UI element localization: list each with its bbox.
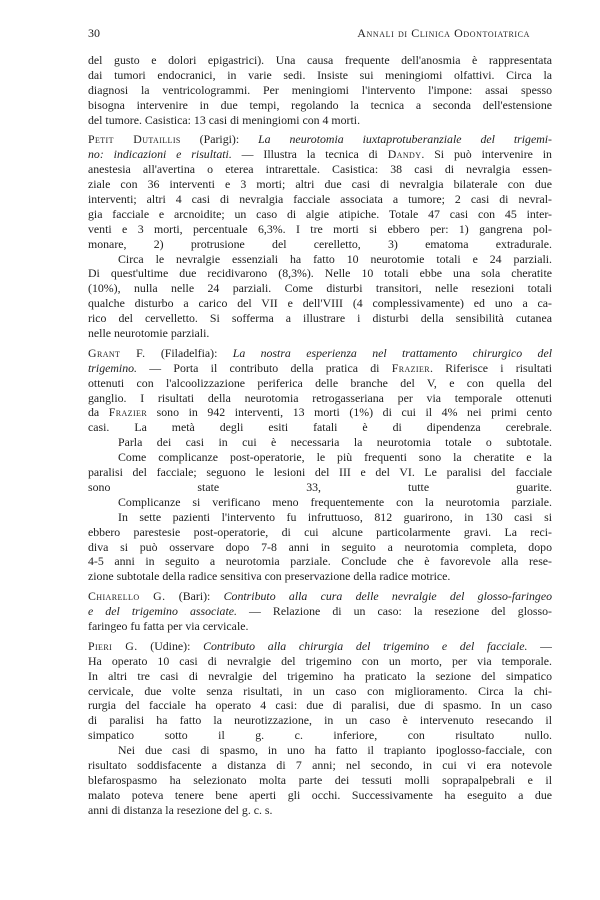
text-run: Di quest'ultime due recidivarono (8,3%). Nelle 10 totali ebbe una sola cheratite — [88, 266, 552, 281]
text-run: (Filadelfia): — [145, 345, 233, 360]
text-line — [88, 420, 552, 435]
article-title: Contributo alla chirurgia del trigemino e del facciale. — [203, 638, 528, 653]
page-number: 30 — [88, 26, 100, 40]
text-run: Nei due casi di spasmo, in uno ha fatto il trapianto ipoglosso-facciale, con — [118, 743, 552, 758]
text-run: cervicale, due volte senza risultati, in un caso con miglioramento. Circa la chi- — [88, 683, 552, 698]
text-line — [88, 554, 552, 569]
text-line — [88, 53, 552, 68]
text-line — [88, 803, 552, 818]
text-line — [88, 669, 552, 684]
text-run: Ha operato 10 casi di nevralgie del trigemino con un morto, per via temporale. — [88, 653, 552, 668]
text-run: anni di distanza la resezione del g. c. s. — [88, 802, 273, 817]
text-line — [88, 83, 552, 98]
text-line — [88, 713, 552, 728]
text-run: (Udine): — [137, 638, 204, 653]
article-title: Contributo alla cura delle nevralgie del glosso-faringeo — [223, 589, 552, 604]
text-run: diva si può osservare dopo 7-8 anni in seguito a neurotomia completa, dopo — [88, 539, 552, 554]
text-run: . Riferisce i risultati — [430, 360, 552, 375]
text-line — [88, 569, 552, 584]
text-line — [88, 654, 552, 669]
text-line — [88, 207, 552, 222]
text-run: risultato soddisfacente a distanza di 7 anni; nel secondo, in cui vi era notevole — [88, 757, 552, 772]
text-run: interventi; altri 4 casi di nevralgia facciale associata a tumore; 2 casi di nevral- — [88, 192, 552, 207]
text-run: — Illustra la tecnica di — [231, 147, 388, 162]
text-line — [88, 773, 552, 788]
author-name: Petit Dutaillis — [88, 132, 181, 147]
text-line — [88, 758, 552, 773]
text-line — [88, 684, 552, 699]
text-line — [88, 296, 552, 311]
text-line — [88, 639, 552, 654]
text-run: dai tumori endocranici, in varie sedi. Insiste sui meningiomi olfattivi. Circa la — [88, 67, 552, 82]
text-run: da — [88, 405, 109, 420]
text-run: Come complicanze post-operatorie, le più frequenti sono la cheratite e la — [118, 450, 552, 465]
text-run: casi. La metà degli esiti fatali è di dipendenza cerebrale. — [88, 420, 552, 435]
text-line — [88, 252, 552, 267]
text-run: In sette pazienti l'intervento fu infruttuoso, 812 guarirono, in 130 casi si — [118, 509, 552, 524]
author-name: Frazier — [391, 360, 430, 375]
text-run: 4-5 anni in seguito a neurotomia parziale. Conclude che è favorevole alla rese- — [88, 554, 552, 569]
text-run: qualche disturbo a carico del VII e dell'VIII (4 complessivamente) ed uno a ca- — [88, 296, 552, 311]
text-run: faringeo fu fatta per via cervicale. — [88, 618, 249, 633]
text-line — [88, 192, 552, 207]
text-run: (Bari): — [165, 589, 224, 604]
text-line — [88, 589, 552, 604]
text-run: ottenuti con l'alcoolizzazione periferica delle branche del V, e con quella del — [88, 375, 552, 390]
article-body — [88, 53, 552, 818]
text-line — [88, 147, 552, 162]
text-run: — Relazione di un caso: la resezione del glosso- — [236, 604, 552, 619]
text-run: simpatico sotto il g. c. inferiore, con risultato nullo. — [88, 728, 552, 743]
text-run: diagnosi la ventricologrammi. Per meningiomi l'intervento l'impone: assai spesso — [88, 82, 552, 97]
article-title: no: indicazioni e risultati. — [88, 147, 232, 162]
text-line — [88, 540, 552, 555]
text-line — [88, 132, 552, 147]
text-run: monare, 2) protrusione del cerelletto, 3) ematoma extradurale. — [88, 236, 552, 251]
text-line — [88, 361, 552, 376]
text-run: rico del cervelletto. Si sofferma a illustrare i disturbi della sensibilità cutanea — [88, 311, 552, 326]
article-title: e del trigemino associate. — [88, 604, 237, 619]
author-name: Pieri G. — [88, 638, 138, 653]
text-run: zione subtotale della radice sensitiva con preservazione della radice motrice. — [88, 569, 451, 584]
text-run: ganglio. I risultati della neurotomia retrogasseriana per via temporale ottenuti — [88, 390, 552, 405]
running-title: Annali di Clinica Odontoiatrica — [357, 26, 530, 40]
text-run: malato poteva tenere bene aperti gli occhi. Successivamente ha eseguito a due — [88, 787, 552, 802]
author-name: Grant F. — [88, 345, 146, 360]
text-line — [88, 266, 552, 281]
text-run: (10%), nulla nelle 24 parziali. Come disturbi transitori, nelle resezioni totali — [88, 281, 552, 296]
text-line — [88, 222, 552, 237]
running-header — [88, 26, 530, 42]
text-line — [88, 465, 552, 480]
text-line — [88, 604, 552, 619]
text-run: (Parigi): — [180, 132, 259, 147]
text-run: gia facciale e arcnoidite; un caso di algie atipiche. Totale 47 casi con 45 inter- — [88, 206, 552, 221]
text-line — [88, 525, 552, 540]
text-line — [88, 698, 552, 713]
text-run: Circa le nevralgie essenziali ha fatto 10 neurotomie totali e 24 parziali. — [118, 251, 552, 266]
text-line — [88, 98, 552, 113]
text-run: ebbero parestesie post-operatorie, di cui alcune particolarmente gravi. La reci- — [88, 524, 552, 539]
text-line — [88, 346, 552, 361]
text-line — [88, 162, 552, 177]
text-line — [88, 495, 552, 510]
article-title: La nostra esperienza nel trattamento chirurgico del — [232, 345, 552, 360]
author-name: Frazier — [108, 405, 148, 420]
author-name: Dandy — [387, 147, 422, 162]
text-run: Parla dei casi in cui è necessaria la neurotomia totale o subtotale. — [118, 435, 552, 450]
text-run: anestesia all'avertina o eterea intrarettale. Casistica: 38 casi di nevralgia essen- — [88, 162, 552, 177]
text-run: In altri tre casi di nevralgie del trigemino ha praticato la sezione del simpatico — [88, 668, 552, 683]
text-run: ziale con 36 interventi e 3 morti; altri due casi di nevralgia bilaterale con due — [88, 177, 552, 192]
text-run: nelle neurotomie parziali. — [88, 326, 210, 341]
text-run: Complicanze si verificano meno frequentemente con la neurotomia parziale. — [118, 494, 552, 509]
text-line — [88, 376, 552, 391]
text-run: bisogna intervenire in due tempi, regolando la tecnica a seconda dell'estensione — [88, 97, 552, 112]
text-run: di paralisi ha fatto la neurotizzazione, in un caso è intervenuto resecando il — [88, 713, 552, 728]
text-run: rurgia del facciale ha operato 4 casi: due di paralisi, due di spasmo. In un caso — [88, 698, 552, 713]
text-line — [88, 743, 552, 758]
text-line — [88, 281, 552, 296]
text-line — [88, 237, 552, 252]
text-run: sono in 942 interventi, 13 morti (1%) di cui il 4% nei primi cento — [147, 405, 552, 420]
text-line — [88, 326, 552, 341]
text-run: — — [527, 638, 552, 653]
text-run: blefarospasmo ha selezionato molta parte dei tessuti molli soprapalpebrali e il — [88, 772, 552, 787]
author-name: Chiarello G. — [88, 589, 166, 604]
text-run: sono state 33, tutte guarite. — [88, 479, 552, 494]
text-line — [88, 510, 552, 525]
text-run: — Porta il contributo della pratica di — [137, 360, 392, 375]
text-line — [88, 177, 552, 192]
text-run: del tumore. Casistica: 13 casi di meningiomi con 4 morti. — [88, 112, 361, 127]
text-line — [88, 788, 552, 803]
text-line — [88, 68, 552, 83]
article-title: La neurotomia iuxtaprotuberanziale del trigemi- — [258, 132, 552, 147]
text-run: venti e 3 morti, percentuale 6,3%. I tre morti si ebbero per: 1) gangrena pol- — [88, 221, 552, 236]
text-run: del gusto e dolori epigastrici). Una causa frequente dell'anosmia è rappresentata — [88, 53, 552, 67]
text-line — [88, 728, 552, 743]
text-run: paralisi del facciale; seguono le lesioni del III e del VI. Le paralisi del facciale — [88, 465, 552, 480]
text-line — [88, 450, 552, 465]
text-line — [88, 435, 552, 450]
text-line — [88, 405, 552, 420]
text-line — [88, 619, 552, 634]
text-line — [88, 391, 552, 406]
text-line — [88, 480, 552, 495]
text-line — [88, 113, 552, 128]
article-title: trigemino. — [88, 360, 138, 375]
text-run: . Si può intervenire in — [421, 147, 552, 162]
text-line — [88, 311, 552, 326]
